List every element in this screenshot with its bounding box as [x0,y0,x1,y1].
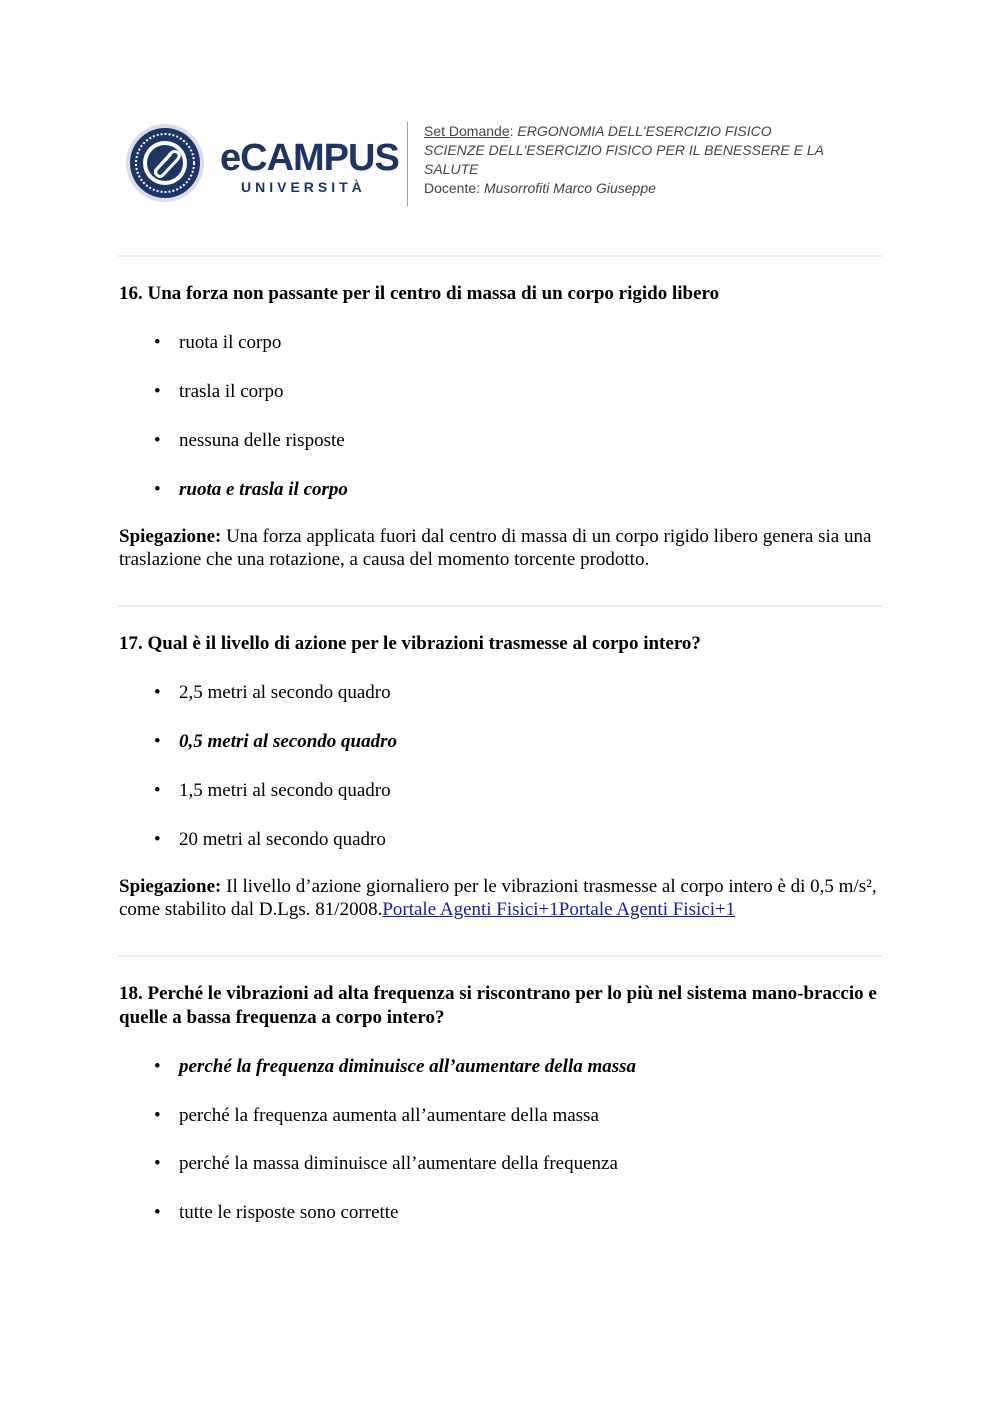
source-link[interactable]: Portale Agenti Fisici+1Portale Agenti Fisici+1 [382,899,736,920]
docente-line [424,179,874,198]
document-header [120,118,882,213]
bullet-icon: • [154,430,161,451]
course-name: SCIENZE DELL'ESERCIZIO FISICO PER IL BENESSERE E LA SALUTE [424,142,824,177]
answer-option: • perché la frequenza aumenta all’aumentare della massa [154,1105,599,1126]
bullet-icon: • [154,780,161,801]
question-title: 17. Qual è il livello di azione per le vibrazioni trasmesse al corpo intero? [119,633,701,654]
bullet-icon: • [154,1105,161,1126]
explanation: Spiegazione: Il livello d’azione giornaliero per le vibrazioni trasmesse al corpo intero è di 0,5 m/s², come stabilito dal D.Lgs. 81/2008.Portale Agenti Fisici+1Portale Agenti Fisici+1 [119,876,877,920]
answer-option: • 1,5 metri al secondo quadro [154,780,391,801]
bullet-icon: • [154,479,161,500]
answer-option-correct: • ruota e trasla il corpo [154,479,348,500]
header-divider [407,122,408,206]
answer-option: • 2,5 metri al secondo quadro [154,682,391,703]
bullet-icon: • [154,332,161,353]
brand-name: eCAMPUS [220,137,399,179]
answer-option: • trasla il corpo [154,381,284,402]
bullet-icon: • [154,682,161,703]
question-title: 16. Una forza non passante per il centro di massa di un corpo rigido libero [119,283,720,304]
brand-wordmark [220,138,399,195]
docente-label: Docente: [424,180,481,196]
answer-option-correct: • 0,5 metri al secondo quadro [154,731,397,752]
bullet-icon: • [154,731,161,752]
question-title: 18. Perché le vibrazioni ad alta frequenza si riscontrano per lo più nel sistema mano-braccio e quelle a bassa frequenza a corpo intero? [119,983,877,1028]
bullet-icon: • [154,1153,161,1174]
answer-option-correct: • perché la frequenza diminuisce all’aumentare della massa [154,1056,637,1077]
set-domande-label: Set Domande [424,123,510,139]
set-domande-value: ERGONOMIA DELL'ESERCIZIO FISICO [517,123,772,139]
divider-line [118,955,882,957]
docente-value: Musorrofiti Marco Giuseppe [483,180,656,196]
explanation: Spiegazione: Una forza applicata fuori dal centro di massa di un corpo rigido libero genera sia una traslazione che una rotazione, a causa del momento torcente prodotto. [119,526,872,570]
answer-option: • nessuna delle risposte [154,430,345,451]
brand-subtitle: UNIVERSITÀ [241,179,366,195]
answer-option: • tutte le risposte sono corrette [154,1202,399,1223]
answer-option: • perché la massa diminuisce all’aumentare della frequenza [154,1153,618,1174]
divider-line [118,605,882,607]
divider-line [118,255,882,257]
bullet-icon: • [154,381,161,402]
answer-option: • 20 metri al secondo quadro [154,829,386,850]
course-info [424,122,874,198]
bullet-icon: • [154,829,161,850]
ecampus-seal-logo [125,123,205,203]
bullet-icon: • [154,1056,161,1077]
set-domande-line: Set Domande: ERGONOMIA DELL'ESERCIZIO FISICO [424,123,772,139]
answer-option: • ruota il corpo [154,332,282,353]
bullet-icon: • [154,1202,161,1223]
